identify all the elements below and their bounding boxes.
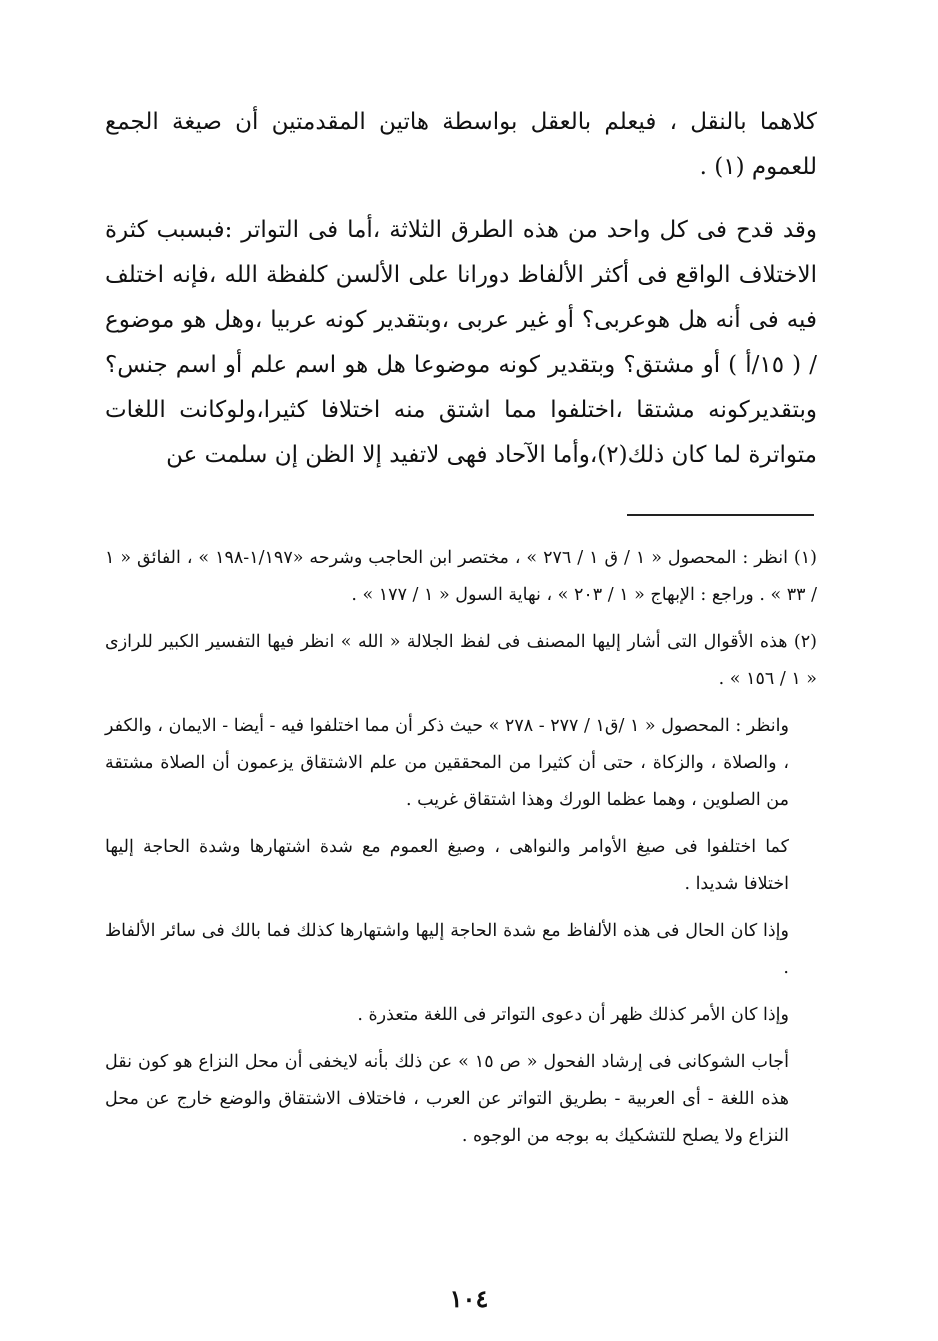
footnotes [105,540,817,1165]
footnote-1: (١) انظر : المحصول « ١ / ق ١ / ٢٧٦ » ، مختصر ابن الحاجب وشرحه «١/١٩٧-١٩٨ » ، الفائق « ١ / ٣٣ » . وراجع : الإبهاج « ١ / ٢٠٣ » ، نهاية السول « ١ / ١٧٧ » . [105,548,817,605]
page-number: ١٠٤ [449,1284,489,1313]
main-text [105,100,817,478]
footnote-2-continuation-1: وانظر : المحصول « ١ /ق١ / ٢٧٧ - ٢٧٨ » حيث ذكر أن مما اختلفوا فيه - أيضا - الايمان ، والكفر ، والصلاة ، والزكاة ، حتى أن كثيرا من المحققين من علم الاشتقاق يزعمون أن الصلاة مشتقة من الصلوين ، وهما عظما الورك وهذا اشتقاق غريب . [105,716,789,810]
footnote-divider [627,514,814,516]
main-paragraph-1: كلاهما بالنقل ، فيعلم بالعقل بواسطة هاتين المقدمتين أن صيغة الجمع للعموم (١) . [105,109,817,180]
footnote-2-continuation-3: وإذا كان الحال فى هذه الألفاظ مع شدة الحاجة إليها واشتهارها كذلك فما بالك فى سائر الألفاظ . [105,921,789,978]
footnote-2-continuation-2: كما اختلفوا فى صيغ الأوامر والنواهى ، وصيغ العموم مع شدة اشتهارها وشدة الحاجة إليها اختلافا شديدا . [105,837,789,894]
footnote-2-continuation-4: وإذا كان الأمر كذلك ظهر أن دعوى التواتر فى اللغة متعذرة . [357,1005,789,1025]
footnote-2-continuation-5: أجاب الشوكانى فى إرشاد الفحول « ص ١٥ » عن ذلك بأنه لايخفى أن محل النزاع هو كون نقل هذه اللغة - أى العربية - بطريق التواتر عن العرب ، فاختلاف الاشتقاق والوضع خارج عن محل النزاع ولا يصلح للتشكيك به بوجه من الوجوه . [105,1052,789,1146]
footnote-2: (٢) هذه الأقوال التى أشار إليها المصنف فى لفظ الجلالة « الله » انظر فيها التفسير الكبير للرازى « ١ / ١٥٦ » . [105,632,817,689]
main-paragraph-2: وقد قدح فى كل واحد من هذه الطرق الثلاثة ،أما فى التواتر :فبسبب كثرة الاختلاف الواقع فى أكثر الألفاظ دورانا على الألسن كلفظة الله ،فإنه اختلف فيه فى أنه هل هوعربى؟ أو غير عربى ،وبتقدير كونه عربيا ،وهل هو موضوع / ( ١٥/أ ) أو مشتق؟ وبتقدير كونه موضوعا هل هو اسم علم أو اسم جنس؟ وبتقديركونه مشتقا ،اختلفوا مما اشتق منه اختلافا كثيرا،ولوكانت اللغات متواترة لما كان ذلك(٢)،وأما الآحاد فهى لاتفيد إلا الظن إن سلمت عن [105,217,817,468]
